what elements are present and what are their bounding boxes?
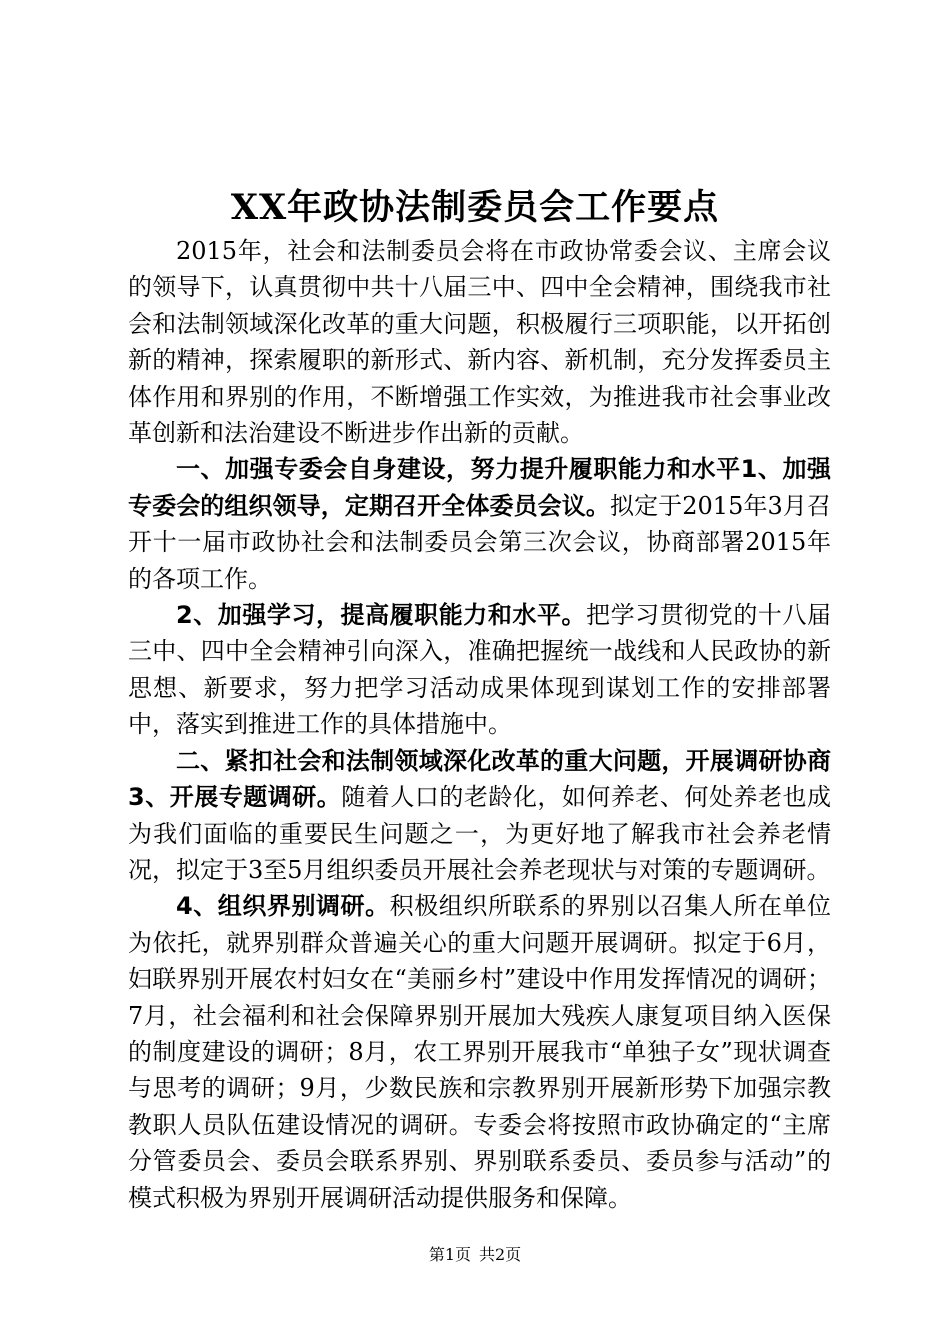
document-body (128, 233, 831, 1216)
paragraph-item-4 (128, 888, 831, 1216)
paragraph-heading: 二、紧扣社会和法制领域深化改革的重大问题，开展调研协商3、开展专题调研。 (128, 746, 831, 812)
paragraph-heading: 一、加强专委会自身建设，努力提升履职能力和水平1、加强专委会的组织领导，定期召开全体委员会议。 (128, 455, 831, 520)
document-title: XX年政协法制委员会工作要点 (230, 187, 720, 228)
paragraph-intro (128, 233, 831, 451)
paragraph-text: 拟定于2015年3月召开十一届市政协社会和法制委员会第三次会议，协商部署2015年的各项工作。 (128, 491, 832, 593)
paragraph-section-1 (128, 451, 831, 597)
page-total: 共2页 (479, 1245, 522, 1264)
page-footer (0, 1245, 950, 1265)
paragraph-section-2 (128, 743, 831, 889)
paragraph-heading: 4、组织界别调研。 (176, 892, 390, 921)
paragraph-text: 2015年，社会和法制委员会将在市政协常委会议、主席会议的领导下，认真贯彻中共十八届三中、四中全会精神，围绕我市社会和法制领域深化改革的重大问题，积极履行三项职能，以开拓创新的精神，探索履职的新形式、新内容、新机制，充分发挥委员主体作用和界别的作用，不断增强工作实效，为推进我市社会事业改革创新和法治建设不断进步作出新的贡献。 (128, 237, 831, 448)
paragraph-text: 积极组织所联系的界别以召集人所在单位为依托，就界别群众普遍关心的重大问题开展调研。拟定于6月，妇联界别开展农村妇女在“美丽乡村”建设中作用发挥情况的调研；7月，社会福利和社会保障界别开展加大残疾人康复项目纳入医保的制度建设的调研；8月，农工界别开展我市“单独子女”现状调查与思考的调研；9月，少数民族和宗教界别开展新形势下加强宗教教职人员队伍建设情况的调研。专委会将按照市政协确定的“主席分管委员会、委员会联系界别、界别联系委员、委员参与活动”的模式积极为界别开展调研活动提供服务和保障。 (128, 892, 832, 1212)
paragraph-text: 把学习贯彻党的十八届三中、四中全会精神引向深入，准确把握统一战线和人民政协的新思想、新要求，努力把学习活动成果体现到谋划工作的安排部署中，落实到推进工作的具体措施中。 (128, 601, 831, 739)
paragraph-item-2 (128, 597, 831, 743)
paragraph-heading: 2、加强学习，提高履职能力和水平。 (176, 601, 587, 630)
page-number: 第1页 (428, 1245, 471, 1264)
paragraph-text: 随着人口的老龄化，如何养老、何处养老也成为我们面临的重要民生问题之一，为更好地了解我市社会养老情况，拟定于3至5月组织委员开展社会养老现状与对策的专题调研。 (128, 783, 831, 884)
